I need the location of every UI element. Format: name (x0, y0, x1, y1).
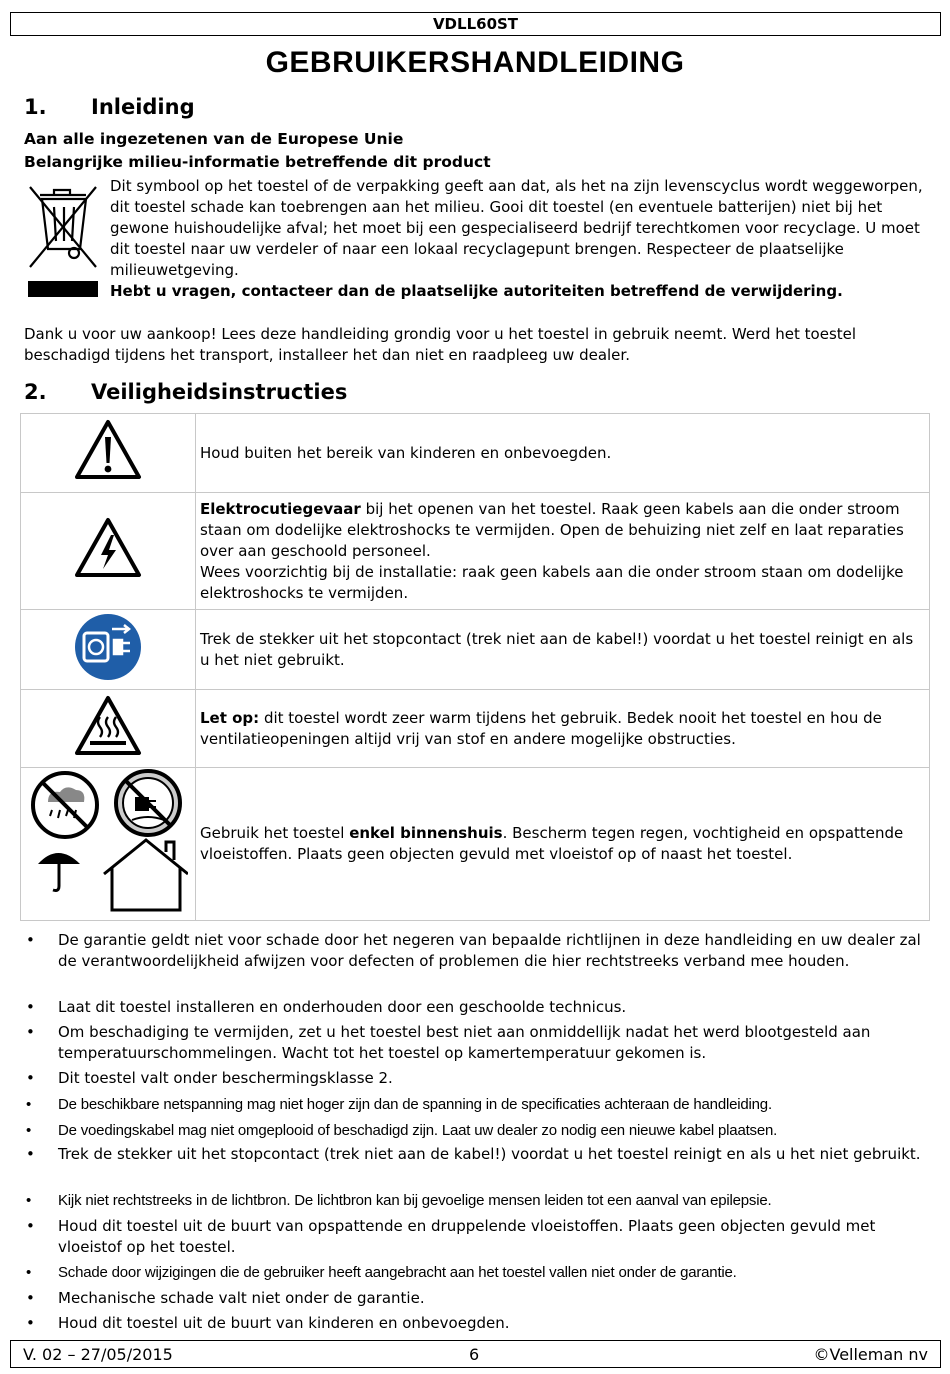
electrocution-icon (74, 517, 142, 579)
section-title: Veiligheidsinstructies (91, 380, 348, 404)
section-1-heading (24, 95, 195, 119)
footer-copyright: ©Velleman nv (813, 1345, 928, 1364)
safety-row (21, 768, 930, 921)
weee-text: Dit symbool op het toestel of de verpakking geeft aan dat, als het na zijn levenscyclus wordt weggeworpen, dit toestel schade kan toebrengen aan het milieu. Gooi dit toestel (en eventuele batterijen) niet bij het gewone huishoudelijke afval; het moet bij een gespecialiseerd bedrijf terechtkomen voor recyclage. U moet dit toestel naar uw verdeler of naar een lokaal recyclagepunt brengen. Respecteer de plaatselijke milieuwetgeving. (110, 177, 923, 279)
contact-authorities: Hebt u vragen, contacteer dan de plaatselijke autoriteiten betreffend de verwijdering. (110, 282, 843, 300)
safety-body: dit toestel wordt zeer warm tijdens het gebruik. Bedek nooit het toestel en hou de ventilatieopeningen altijd vrij van stof en andere mogelijke obstructies. (200, 708, 882, 748)
safety-body: bij het openen van het toestel. Raak geen kabels aan die onder stroom staan om dodelijke elektroshocks te vermijden. Open de behuizing niet zelf en laat reparaties over aan geschoold personeel. (200, 499, 904, 560)
safety-text (196, 493, 930, 610)
safety-icon-cell (21, 690, 196, 768)
unplug-icon (74, 613, 142, 681)
bullet-icon: • (26, 1145, 35, 1163)
subheading-environment: Belangrijke milieu-informatie betreffende dit product (24, 153, 491, 171)
safety-body: . Bescherm tegen regen, vochtigheid en opspattende vloeistoffen. Plaats geen objecten gevuld met vloeistof op of naast het toestel. (200, 824, 904, 863)
list-item-text: Trek de stekker uit het stopcontact (trek niet aan de kabel!) voordat u het toestel reinigt en als u het niet gebruikt. (58, 1145, 921, 1163)
safety-icon-cell (21, 414, 196, 493)
safety-text: Trek de stekker uit het stopcontact (trek niet aan de kabel!) voordat u het toestel reinigt en als u het niet gebruikt. (196, 610, 930, 690)
indoor-use-only-icon (28, 768, 188, 914)
section-title: Inleiding (91, 95, 195, 119)
safety-row (21, 690, 930, 768)
safety-icon-cell (21, 610, 196, 690)
warning-triangle-icon (74, 419, 142, 481)
list-item-text: Schade door wijzigingen die de gebruiker heeft aangebracht aan het toestel vallen niet onder de garantie. (58, 1264, 737, 1281)
safety-row (21, 493, 930, 610)
thanks-paragraph: Dank u voor uw aankoop! Lees deze handleiding grondig voor u het toestel in gebruik neemt. Werd het toestel beschadigd tijdens het transport, installeer het dan niet en raadpleeg uw dealer. (24, 325, 857, 364)
list-item-text: Dit toestel valt onder beschermingsklasse 2. (58, 1069, 393, 1087)
list-item-text: De voedingskabel mag niet omgeplooid of beschadigd zijn. Laat uw dealer zo nodig een nieuwe kabel plaatsen. (58, 1122, 778, 1139)
bullet-icon: • (26, 1069, 35, 1087)
safety-row (21, 610, 930, 690)
bullet-icon: • (26, 1096, 32, 1113)
bullet-icon: • (26, 1192, 32, 1209)
bullet-icon: • (26, 1314, 35, 1332)
safety-table (20, 413, 930, 921)
section-2-heading (24, 380, 347, 404)
bullet-icon: • (26, 1217, 35, 1235)
safety-row (21, 414, 930, 493)
section-number: 2. (24, 380, 47, 404)
bullet-icon: • (26, 1289, 35, 1307)
safety-emphasis: Elektrocutiegevaar (200, 499, 361, 518)
safety-emphasis: Let op: (200, 708, 260, 727)
list-item-text: Kijk niet rechtstreeks in de lichtbron. De lichtbron kan bij gevoelige mensen leiden tot een aanval van epilepsie. (58, 1192, 772, 1209)
page-footer (10, 1340, 941, 1368)
safety-text (196, 690, 930, 768)
header-model: VDLL60ST (10, 12, 941, 36)
list-item-text: De beschikbare netspanning mag niet hoger zijn dan de spanning in de specificaties achteraan de handleiding. (58, 1096, 772, 1113)
footer-version: V. 02 – 27/05/2015 (23, 1345, 173, 1364)
bullet-icon: • (26, 1122, 32, 1139)
list-item-text: Laat dit toestel installeren en onderhouden door een geschoolde technicus. (58, 998, 627, 1016)
safety-body-extra: Wees voorzichtig bij de installatie: raak geen kabels aan die onder stroom staan om dodelijke elektroshocks te vermijden. (200, 562, 904, 602)
page-title: GEBRUIKERSHANDLEIDING (265, 46, 685, 79)
safety-icon-cell (21, 493, 196, 610)
list-item-text: De garantie geldt niet voor schade door het negeren van bepaalde richtlijnen in deze handleiding en uw dealer zal de verantwoordelijkheid afwijzen voor defecten of problemen die hier rechtstreeks verband mee houden. (58, 931, 921, 970)
hot-surface-icon (74, 695, 142, 757)
subheading-eu: Aan alle ingezetenen van de Europese Unie (24, 130, 404, 148)
list-item-text: Mechanische schade valt niet onder de garantie. (58, 1289, 425, 1307)
section-number: 1. (24, 95, 47, 119)
list-item-text: Houd dit toestel uit de buurt van kinderen en onbevoegden. (58, 1314, 510, 1332)
bullet-icon: • (26, 931, 35, 949)
bullet-icon: • (26, 1023, 35, 1041)
bullet-icon: • (26, 998, 35, 1016)
footer-page-number: 6 (469, 1345, 480, 1364)
safety-text: Houd buiten het bereik van kinderen en onbevoegden. (196, 414, 930, 493)
safety-icon-cell (21, 768, 196, 921)
safety-body-pre: Gebruik het toestel (200, 824, 350, 842)
list-item-text: Houd dit toestel uit de buurt van opspattende en druppelende vloeistoffen. Plaats geen objecten gevuld met vloeistof op het toestel. (58, 1217, 876, 1256)
safety-text (196, 768, 930, 921)
safety-emphasis: enkel binnenshuis (349, 824, 503, 842)
bullet-icon: • (26, 1264, 32, 1281)
list-item-text: Om beschadiging te vermijden, zet u het toestel best niet aan onmiddellijk nadat het werd blootgesteld aan temperatuurschommelingen. Wacht tot het toestel op kamertemperatuur gekomen is. (58, 1023, 871, 1062)
